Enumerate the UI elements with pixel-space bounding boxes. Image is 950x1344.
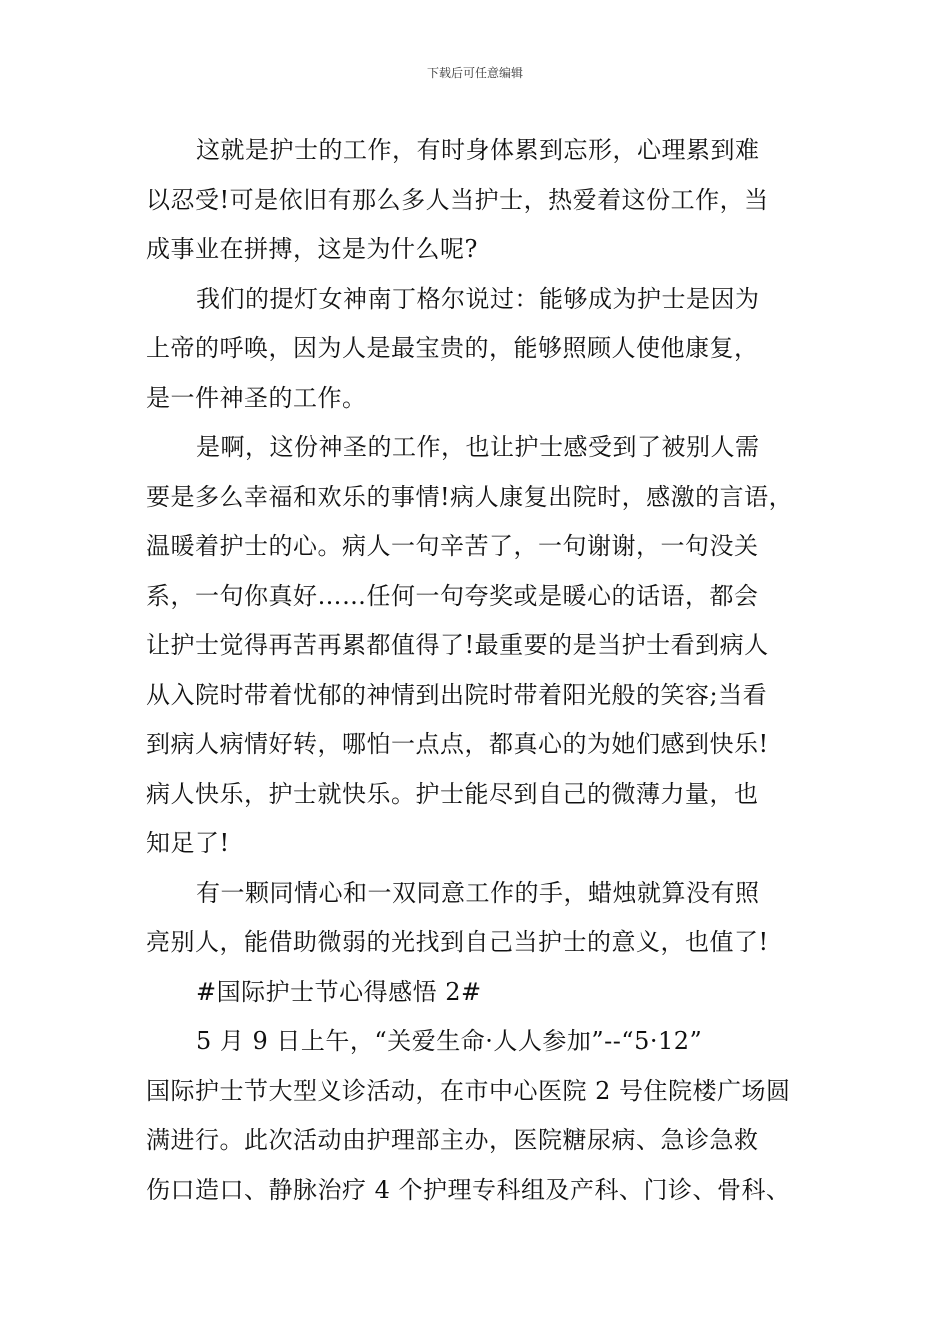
text-line: 到病人病情好转，哪怕一点点，都真心的为她们感到快乐! xyxy=(146,730,769,758)
text-line: 从入院时带着忧郁的神情到出院时带着阳光般的笑容;当看 xyxy=(146,680,768,709)
text-line: 是一件神圣的工作。 xyxy=(146,383,367,412)
text-line: 5 月 9 日上午，“关爱生命·人人参加”--“5·12” xyxy=(196,1027,703,1055)
text-line: 上帝的呼唤，因为人是最宝贵的，能够照顾人使他康复， xyxy=(146,334,759,362)
text-line: 让护士觉得再苦再累都值得了!最重要的是当护士看到病人 xyxy=(146,631,769,659)
text-line: 满进行。此次活动由护理部主办，医院糖尿病、急诊急救 xyxy=(146,1126,759,1154)
text-line: 病人快乐，护士就快乐。护士能尽到自己的微薄力量，也 xyxy=(146,779,759,808)
text-line: 知足了! xyxy=(146,829,230,857)
text-line: 亮别人，能借助微弱的光找到自己当护士的意义，也值了! xyxy=(146,928,769,956)
text-line: 这就是护士的工作，有时身体累到忘形，心理累到难 xyxy=(196,136,760,164)
text-line: 温暖着护士的心。病人一句辛苦了，一句谢谢，一句没关 xyxy=(146,532,759,560)
text-line: 国际护士节大型义诊活动，在市中心医院 2 号住院楼广场圆 xyxy=(146,1076,791,1105)
text-line: 以忍受!可是依旧有那么多人当护士，热爱着这份工作，当 xyxy=(146,185,769,214)
page-header: 下载后可任意编辑 xyxy=(426,66,523,80)
text-line: 成事业在拼搏，这是为什么呢? xyxy=(146,235,478,263)
text-line: 要是多么幸福和欢乐的事情!病人康复出院时，感激的言语， xyxy=(146,482,794,511)
text-line: #国际护士节心得感悟 2# xyxy=(196,977,482,1006)
text-line: 系，一句你真好……任何一句夸奖或是暖心的话语，都会 xyxy=(146,581,759,610)
text-line: 是啊，这份神圣的工作，也让护士感受到了被别人需 xyxy=(196,433,760,461)
text-line: 有一颗同情心和一双同意工作的手，蜡烛就算没有照 xyxy=(196,878,760,907)
text-line: 我们的提灯女神南丁格尔说过：能够成为护士是因为 xyxy=(196,284,760,313)
text-line: 伤口造口、静脉治疗 4 个护理专科组及产科、门诊、骨科、 xyxy=(146,1175,791,1204)
document-body xyxy=(146,126,806,1215)
